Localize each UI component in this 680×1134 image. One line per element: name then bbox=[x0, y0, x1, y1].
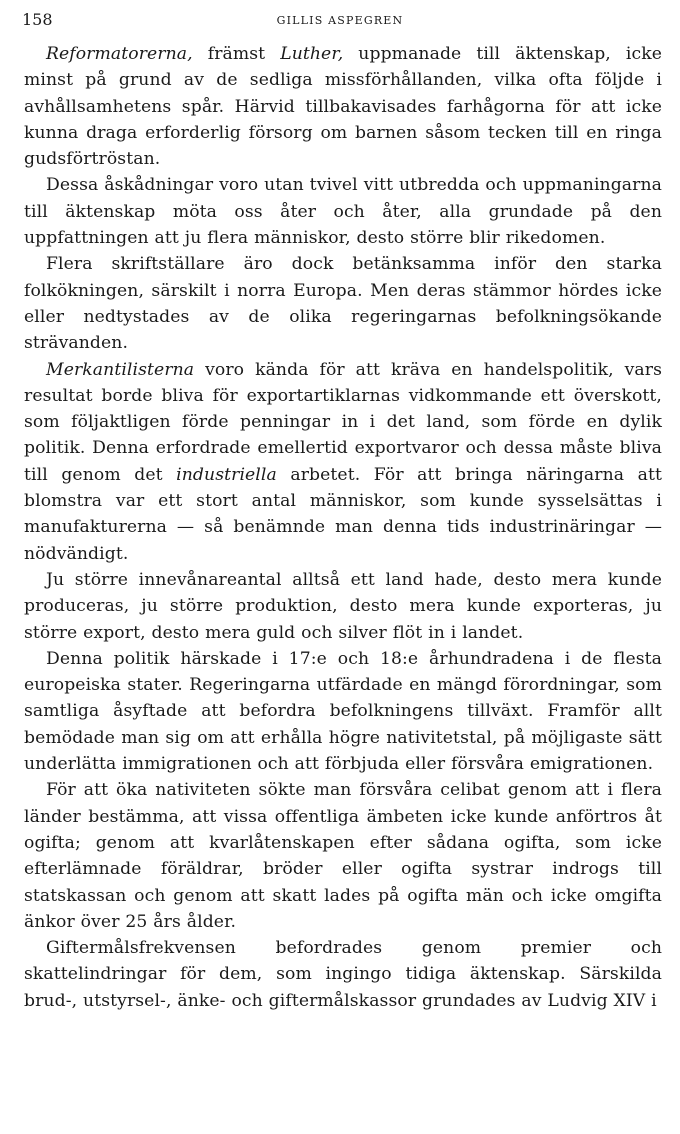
paragraph-text: främst bbox=[192, 44, 281, 64]
paragraph: Denna politik härskade i 17:e och 18:e århundradena i de flesta europeiska stater. Regeringarna utfärdade en mängd förordningar, som samtliga åsyftade att befordra befolkningens tillväxt. Framför allt bemödade man sig om att erhålla högre nativitetstal, på möjligaste sätt underlätta immigrationen och att förbjuda eller försvåra emigrationen. bbox=[24, 648, 662, 775]
paragraph: Ju större innevånareantal alltså ett land hade, desto mera kunde produceras, ju större produktion, desto mera kunde exporteras, ju större export, desto mera guld och silver flöt in i landet. bbox=[24, 569, 662, 643]
paragraph: Flera skriftställare äro dock betänksamma inför den starka folkökningen, särskilt i norra Europa. Men deras stämmor hördes icke eller nedtystades av de olika regeringarnas befolkningsökande strävanden. bbox=[24, 254, 662, 354]
page-header bbox=[22, 10, 658, 34]
paragraph-text: arbetet. För att bringa näringarna att blomstra var ett stort antal människor, som kunde sysselsättas i manufakturerna — så benämnde man denna tids industrinäringar — nödvändigt. bbox=[24, 464, 662, 564]
paragraph-merkantilisterna bbox=[24, 357, 662, 567]
paragraph: Giftermålsfrekvensen befordrades genom premier och skattelindringar för dem, som ingingo tidiga äktenskap. Särskilda brud-, utstyrsel-, änke- och giftermålskassor grundades av Ludvig XIV i bbox=[24, 938, 662, 1011]
page-number: 158 bbox=[22, 10, 53, 29]
italic-term: Luther, bbox=[280, 44, 344, 64]
italic-term: Reformatorerna, bbox=[46, 44, 193, 64]
paragraph-text: uppmanade till äktenskap, icke minst på grund av de sedliga missförhållanden, vilka ofta följde i avhållsamhetens spår. Härvid tillbakavisades farhågorna för att icke kunna draga erforderlig försorg om barnen såsom tecken till en ringa gudsförtröstan. bbox=[24, 44, 662, 170]
paragraph-reformatorerna bbox=[24, 41, 662, 172]
running-head: GILLIS ASPEGREN bbox=[276, 14, 404, 27]
italic-term: industriella bbox=[176, 464, 277, 485]
body-text bbox=[24, 41, 662, 1014]
italic-term: Merkantilisterna bbox=[46, 359, 195, 380]
paragraph-text: voro kända för att kräva en handelspolitik, vars resultat borde bliva för exportartiklarnas vidkommande ett överskott, som följaktligen förde penningar in i det land, som förde en dylik politik. Denna erfordrade emellertid exportvaror och dessa måste bliva till genom det bbox=[24, 359, 662, 485]
paragraph: För att öka nativiteten sökte man försvåra celibat genom att i flera länder bestämma, att vissa offentliga ämbeten icke kunde anförtros åt ogifta; genom att kvarlåtenskapen efter sådana ogifta, som icke efterlämnade föräldrar, bröder eller ogifta systrar indrogs till statskassan och genom att skatt lades på ogifta män och icke omgifta änkor över 25 års ålder. bbox=[24, 780, 662, 932]
paragraph: Dessa åskådningar voro utan tvivel vitt utbredda och uppmaningarna till äktenskap möta oss åter och åter, alla grundade på den uppfattningen att ju flera människor, desto större blir rikedomen. bbox=[24, 175, 662, 249]
